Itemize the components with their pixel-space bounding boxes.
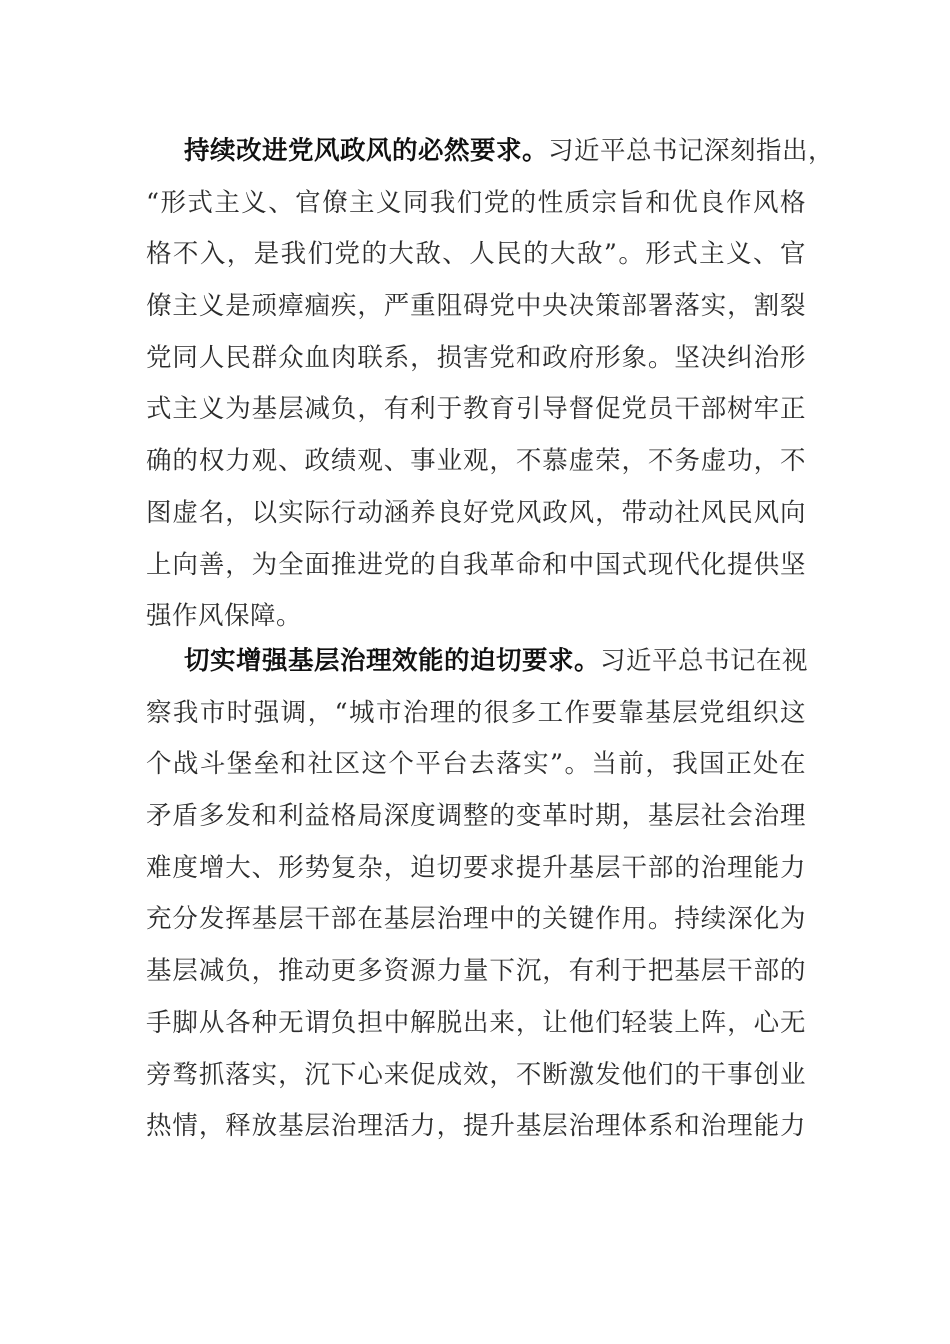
paragraph-first-line [146,126,835,178]
paragraph-line: 僚主义是顽瘴痼疾，严重阻碍党中央决策部署落实，割裂 [146,291,806,322]
paragraph-line: 格不入，是我们党的大敌、人民的大敌”。形式主义、官 [146,239,806,270]
paragraph-line: 热情，释放基层治理活力，提升基层治理体系和治理能力 [146,1111,806,1142]
paragraph-line: 图虚名，以实际行动涵养良好党风政风，带动社风民风向 [146,497,806,528]
paragraph-line: 手脚从各种无谓负担中解脱出来，让他们轻装上阵，心无 [146,1007,806,1038]
paragraph-line: 基层减负，推动更多资源力量下沉，有利于把基层干部的 [146,956,806,987]
paragraph-heading: 切实增强基层治理效能的迫切要求。 [184,646,601,676]
paragraph-text: 习近平总书记在视 [600,646,809,676]
paragraph-line: 充分发挥基层干部在基层治理中的关键作用。持续深化为 [146,904,806,935]
paragraph-party-style [146,126,835,643]
paragraph-text: 习近平总书记深刻指出， [548,136,835,166]
paragraph-line: 党同人民群众血肉联系，损害党和政府形象。坚决纠治形 [146,342,806,373]
paragraph-line: 式主义为基层减负，有利于教育引导督促党员干部树牢正 [146,394,806,425]
paragraph-line: 确的权力观、政绩观、事业观，不慕虚荣，不务虚功，不 [146,446,806,477]
paragraph-line: “形式主义、官僚主义同我们党的性质宗旨和优良作风格 [146,187,806,218]
paragraph-line: 上向善，为全面推进党的自我革命和中国式现代化提供坚 [146,549,806,580]
paragraph-heading: 持续改进党风政风的必然要求。 [184,136,549,166]
paragraph-line: 个战斗堡垒和社区这个平台去落实”。当前，我国正处在 [146,749,806,780]
paragraph-line: 察我市时强调，“城市治理的很多工作要靠基层党组织这 [146,697,806,728]
paragraph-governance [146,636,809,1153]
paragraph-line: 强作风保障。 [146,601,303,632]
paragraph-line: 难度增大、形势复杂，迫切要求提升基层干部的治理能力 [146,852,806,883]
paragraph-first-line [146,636,809,688]
paragraph-line: 矛盾多发和利益格局深度调整的变革时期，基层社会治理 [146,801,806,832]
paragraph-line: 旁骛抓落实，沉下心来促成效，不断激发他们的干事创业 [146,1059,806,1090]
